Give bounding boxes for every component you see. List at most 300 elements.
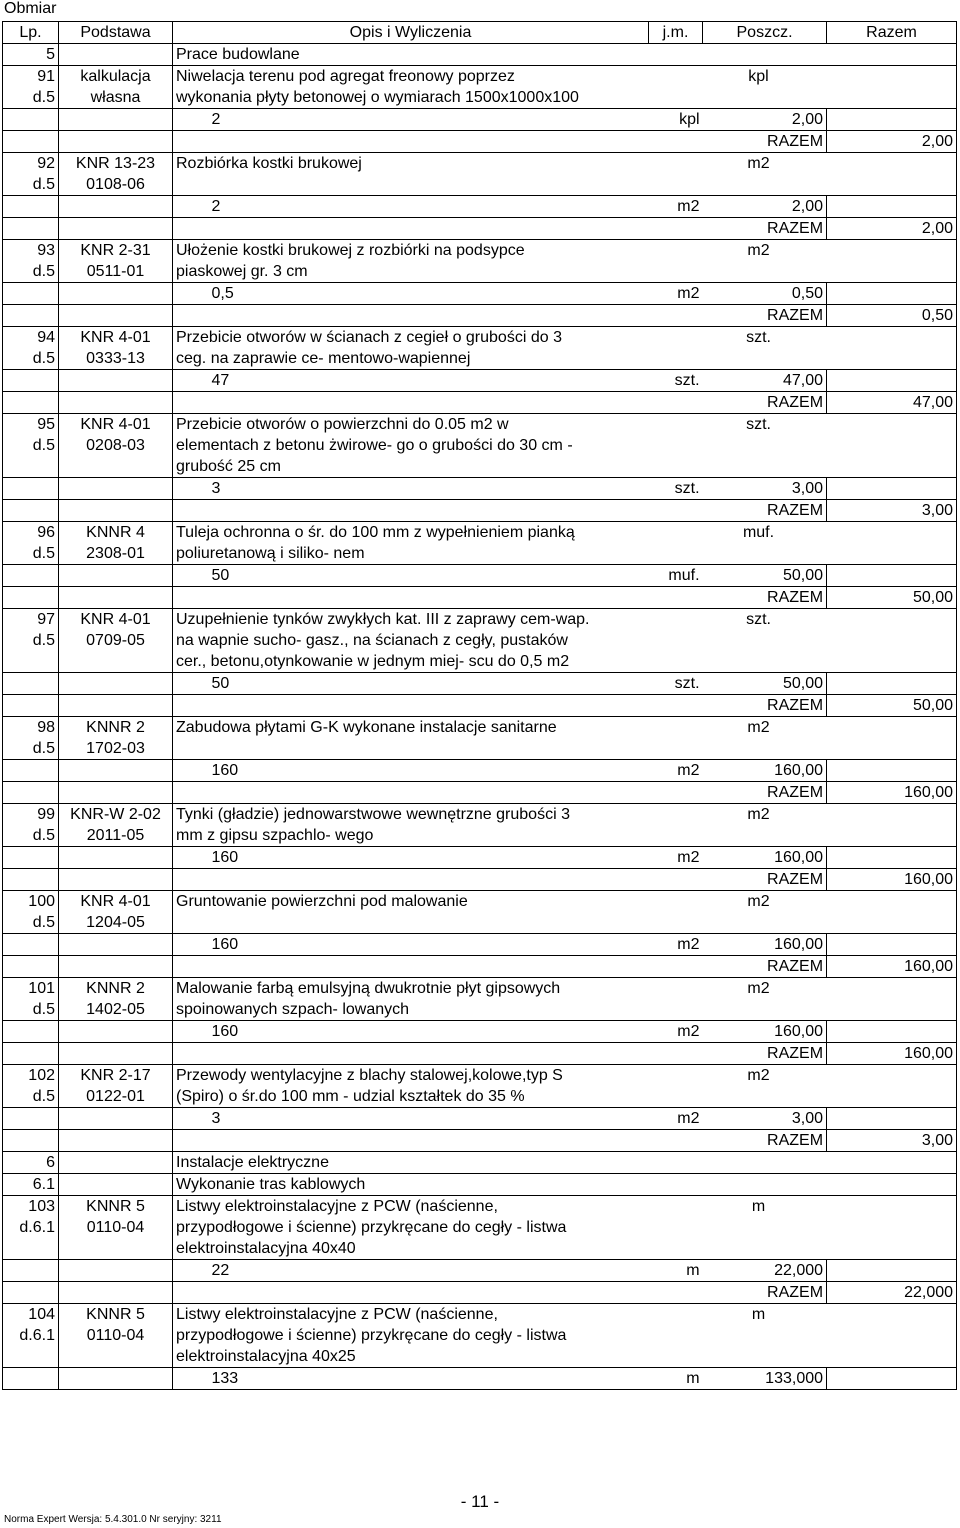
razem-lp-blank [3,305,59,327]
item-description: Przebicie otworów w ścianach z cegieł o grubości do 3 [173,327,691,349]
razem-lp-blank [3,782,59,804]
calc-razem-blank [827,478,957,500]
calc-lp-blank [3,109,59,131]
razem-value: 50,00 [827,695,957,717]
item-unit [691,1238,827,1260]
razem-pad [173,305,703,327]
item-poszcz-blank [827,87,957,109]
calc-podstawa-blank [59,673,173,695]
item-poszcz-blank [827,1217,957,1238]
calc-podstawa-blank [59,283,173,305]
item-podstawa: KNR 4-01 [59,609,173,631]
calc-pad [173,283,209,305]
item-lp: d.5 [3,825,59,847]
calc-row [3,847,957,869]
item-lp: 91 [3,66,59,88]
calc-expression: 133 [209,1368,649,1390]
item-description: poliuretanową i siliko- nem [176,545,365,562]
item-podstawa: KNNR 2 [59,978,173,1000]
item-row [3,414,957,436]
calc-unit: szt. [649,478,703,500]
item-row [3,891,957,913]
item-row [3,717,957,739]
item-unit [691,261,827,283]
calc-poszcz: 2,00 [703,109,827,131]
item-description: piaskowej gr. 3 cm [176,263,308,280]
item-poszcz-blank [827,327,957,349]
razem-value: 160,00 [827,782,957,804]
calc-razem-blank [827,673,957,695]
calc-poszcz: 3,00 [703,478,827,500]
item-unit [691,435,827,456]
calc-podstawa-blank [59,109,173,131]
calc-podstawa-blank [59,196,173,218]
calc-poszcz: 47,00 [703,370,827,392]
calc-pad [173,478,209,500]
item-podstawa [59,1238,173,1260]
item-poszcz-blank [827,912,957,934]
item-lp: d.5 [3,630,59,651]
item-lp: 99 [3,804,59,826]
item-lp: 93 [3,240,59,262]
item-poszcz-blank [827,1304,957,1326]
razem-lp-blank [3,956,59,978]
item-poszcz-blank [827,414,957,436]
calc-poszcz: 2,00 [703,196,827,218]
razem-row [3,218,957,240]
calc-lp-blank [3,1368,59,1390]
item-podstawa: KNR 2-31 [59,240,173,262]
razem-row [3,500,957,522]
calc-unit: m [649,1260,703,1282]
item-description: ceg. na zaprawie ce- mentowo-wapiennej [176,350,471,367]
item-podstawa: KNNR 4 [59,522,173,544]
section-row [3,1174,957,1196]
item-description: Listwy elektroinstalacyjne z PCW (naścienne, [173,1196,691,1218]
item-unit [691,630,827,651]
item-lp: 102 [3,1065,59,1087]
item-description: na wapnie sucho- gasz., na ścianach z cegły, pustaków [176,632,568,649]
item-description: mm z gipsu szpachlo- wego [176,827,374,844]
item-poszcz-blank [827,999,957,1021]
item-lp [3,1346,59,1368]
item-unit [691,543,827,565]
calc-row [3,934,957,956]
item-poszcz-blank [827,174,957,196]
razem-podstawa-blank [59,392,173,414]
calc-poszcz: 50,00 [703,673,827,695]
item-podstawa: 0709-05 [59,630,173,651]
calc-podstawa-blank [59,1021,173,1043]
razem-pad [173,131,703,153]
item-poszcz-blank [827,825,957,847]
calc-row [3,565,957,587]
calc-expression: 22 [209,1260,649,1282]
item-podstawa: KNR 4-01 [59,414,173,436]
razem-podstawa-blank [59,1130,173,1152]
item-unit: m2 [691,153,827,175]
item-description [173,174,691,196]
calc-unit: m2 [649,934,703,956]
calc-pad [173,196,209,218]
razem-value: 3,00 [827,500,957,522]
item-lp: d.6.1 [3,1325,59,1346]
calc-row [3,478,957,500]
item-description: elektroinstalacyjna 40x40 [176,1240,356,1257]
item-row [3,87,957,109]
razem-label: RAZEM [703,869,827,891]
razem-value: 2,00 [827,131,957,153]
item-lp: d.5 [3,999,59,1021]
item-podstawa: 0511-01 [59,261,173,283]
item-podstawa: KNNR 2 [59,717,173,739]
item-poszcz-blank [827,978,957,1000]
razem-value: 50,00 [827,587,957,609]
document-title: Obmiar [4,0,57,17]
calc-unit: m2 [649,196,703,218]
item-description: Niwelacja terenu pod agregat freonowy poprzez [173,66,691,88]
item-lp: 100 [3,891,59,913]
item-unit [691,1217,827,1238]
item-row [3,1238,957,1260]
item-podstawa: 2011-05 [59,825,173,847]
razem-label: RAZEM [703,500,827,522]
section-title: Prace budowlane [173,44,957,66]
calc-pad [173,760,209,782]
item-row [3,651,957,673]
calc-poszcz: 50,00 [703,565,827,587]
razem-pad [173,587,703,609]
calc-lp-blank [3,673,59,695]
razem-label: RAZEM [703,587,827,609]
item-row [3,912,957,934]
item-description: Listwy elektroinstalacyjne z PCW (naścienne, [173,1304,691,1326]
razem-label: RAZEM [703,956,827,978]
item-unit [691,1325,827,1346]
item-podstawa: KNNR 5 [59,1304,173,1326]
item-description: elektroinstalacyjna 40x25 [176,1348,356,1365]
item-podstawa [59,456,173,478]
item-poszcz-blank [827,1065,957,1087]
item-lp: d.5 [3,87,59,109]
item-lp [3,456,59,478]
item-podstawa: KNR-W 2-02 [59,804,173,826]
section-number: 6.1 [3,1174,59,1196]
calc-expression: 47 [209,370,649,392]
calc-razem-blank [827,283,957,305]
item-podstawa: KNR 2-17 [59,1065,173,1087]
item-row [3,825,957,847]
razem-podstawa-blank [59,131,173,153]
item-poszcz-blank [827,804,957,826]
item-lp: 98 [3,717,59,739]
item-row [3,435,957,456]
item-description: Zabudowa płytami G-K wykonane instalacje sanitarne [173,717,691,739]
razem-row [3,782,957,804]
razem-value: 22,000 [827,1282,957,1304]
calc-pad [173,109,209,131]
col-header-poszcz: Poszcz. [703,22,827,44]
calc-razem-blank [827,565,957,587]
razem-podstawa-blank [59,587,173,609]
calc-lp-blank [3,1108,59,1130]
calc-lp-blank [3,370,59,392]
item-row [3,348,957,370]
calc-row [3,1108,957,1130]
razem-podstawa-blank [59,500,173,522]
item-podstawa: kalkulacja [59,66,173,88]
razem-value: 2,00 [827,218,957,240]
calc-expression: 3 [209,478,649,500]
item-row [3,630,957,651]
calc-row [3,370,957,392]
calc-poszcz: 0,50 [703,283,827,305]
item-row [3,1325,957,1346]
razem-podstawa-blank [59,956,173,978]
calc-unit: m2 [649,1108,703,1130]
calc-expression: 160 [209,934,649,956]
razem-podstawa-blank [59,782,173,804]
item-lp: d.5 [3,261,59,283]
item-unit [691,651,827,673]
item-row [3,456,957,478]
razem-value: 160,00 [827,869,957,891]
col-header-opis: Opis i Wyliczenia [173,22,649,44]
calc-razem-blank [827,196,957,218]
razem-podstawa-blank [59,1282,173,1304]
item-poszcz-blank [827,630,957,651]
item-poszcz-blank [827,717,957,739]
item-unit [691,825,827,847]
calc-expression: 160 [209,760,649,782]
calc-poszcz: 160,00 [703,1021,827,1043]
item-description: grubość 25 cm [176,458,281,475]
razem-label: RAZEM [703,1130,827,1152]
item-description: przypodłogowe i ścienne) przykręcane do cegły - listwa [176,1327,567,1344]
razem-value: 3,00 [827,1130,957,1152]
item-unit [691,999,827,1021]
section-number: 6 [3,1152,59,1174]
section-title: Wykonanie tras kablowych [173,1174,957,1196]
razem-label: RAZEM [703,392,827,414]
calc-lp-blank [3,565,59,587]
item-row [3,1346,957,1368]
item-description: Tynki (gładzie) jednowarstwowe wewnętrzne grubości 3 [173,804,691,826]
item-description: cer., betonu,otynkowanie w jednym miej- scu do 0,5 m2 [176,653,570,670]
item-podstawa: KNR 4-01 [59,891,173,913]
item-podstawa: 0110-04 [59,1217,173,1238]
item-lp: d.6.1 [3,1217,59,1238]
item-lp: 96 [3,522,59,544]
calc-row [3,196,957,218]
item-unit: m2 [691,804,827,826]
item-unit: m2 [691,1065,827,1087]
item-row [3,153,957,175]
header-row [3,22,957,44]
calc-pad [173,673,209,695]
item-unit: kpl [691,66,827,88]
item-unit [691,912,827,934]
calc-pad [173,370,209,392]
item-row [3,327,957,349]
item-row [3,999,957,1021]
item-unit [691,1086,827,1108]
item-poszcz-blank [827,543,957,565]
razem-row [3,1282,957,1304]
item-unit: m [691,1304,827,1326]
item-poszcz-blank [827,891,957,913]
calc-unit: m2 [649,283,703,305]
calc-row [3,1021,957,1043]
calc-lp-blank [3,196,59,218]
calc-razem-blank [827,847,957,869]
calc-poszcz: 160,00 [703,934,827,956]
item-lp: 101 [3,978,59,1000]
item-row [3,240,957,262]
item-description: Gruntowanie powierzchni pod malowanie [173,891,691,913]
item-row [3,804,957,826]
razem-row [3,1043,957,1065]
item-description [173,738,691,760]
item-podstawa: 0108-06 [59,174,173,196]
item-lp: d.5 [3,435,59,456]
item-lp [3,1238,59,1260]
item-lp: 97 [3,609,59,631]
item-unit: m2 [691,717,827,739]
item-lp: d.5 [3,174,59,196]
item-row [3,1065,957,1087]
razem-podstawa-blank [59,695,173,717]
item-lp: d.5 [3,348,59,370]
item-podstawa: KNR 13-23 [59,153,173,175]
item-poszcz-blank [827,1346,957,1368]
item-poszcz-blank [827,522,957,544]
item-poszcz-blank [827,348,957,370]
calc-expression: 160 [209,847,649,869]
calc-podstawa-blank [59,847,173,869]
section-title: Instalacje elektryczne [173,1152,957,1174]
razem-label: RAZEM [703,218,827,240]
calc-pad [173,934,209,956]
col-header-razem: Razem [827,22,957,44]
section-row [3,44,957,66]
calc-razem-blank [827,1260,957,1282]
razem-value: 160,00 [827,956,957,978]
item-row [3,261,957,283]
calc-expression: 0,5 [209,283,649,305]
item-description: (Spiro) o śr.do 100 mm - udzial kształtek do 35 % [176,1088,525,1105]
item-podstawa: 1402-05 [59,999,173,1021]
calc-podstawa-blank [59,1368,173,1390]
razem-pad [173,869,703,891]
item-unit [691,456,827,478]
calc-lp-blank [3,934,59,956]
calc-row [3,1260,957,1282]
razem-lp-blank [3,1130,59,1152]
item-poszcz-blank [827,1086,957,1108]
razem-pad [173,1130,703,1152]
item-lp: d.5 [3,543,59,565]
item-lp: 92 [3,153,59,175]
item-unit: m [691,1196,827,1218]
calc-unit: m2 [649,760,703,782]
razem-row [3,587,957,609]
item-row [3,522,957,544]
item-poszcz-blank [827,1325,957,1346]
item-description: elementach z betonu żwirowe- go o grubości do 30 cm - [176,437,573,454]
item-lp: 103 [3,1196,59,1218]
calc-row [3,1368,957,1390]
col-header-lp: Lp. [3,22,59,44]
razem-lp-blank [3,218,59,240]
item-poszcz-blank [827,651,957,673]
calc-razem-blank [827,760,957,782]
calc-podstawa-blank [59,478,173,500]
razem-value: 47,00 [827,392,957,414]
section-row [3,1152,957,1174]
razem-label: RAZEM [703,131,827,153]
calc-podstawa-blank [59,565,173,587]
page-number: - 11 - [460,1492,500,1511]
calc-pad [173,565,209,587]
item-description: Rozbiórka kostki brukowej [173,153,691,175]
item-poszcz-blank [827,738,957,760]
calc-expression: 50 [209,673,649,695]
razem-value: 160,00 [827,1043,957,1065]
item-podstawa: 0122-01 [59,1086,173,1108]
razem-pad [173,1282,703,1304]
calc-razem-blank [827,1368,957,1390]
calc-razem-blank [827,109,957,131]
razem-lp-blank [3,1282,59,1304]
item-podstawa: własna [59,87,173,109]
calc-poszcz: 133,000 [703,1368,827,1390]
item-podstawa: KNNR 5 [59,1196,173,1218]
item-description: Przebicie otworów o powierzchni do 0.05 m2 w [173,414,691,436]
item-podstawa: 1702-03 [59,738,173,760]
item-row [3,978,957,1000]
item-unit [691,1346,827,1368]
razem-lp-blank [3,587,59,609]
item-unit: muf. [691,522,827,544]
calc-podstawa-blank [59,1108,173,1130]
item-row [3,66,957,88]
razem-lp-blank [3,500,59,522]
section-number: 5 [3,44,59,66]
item-description: Tuleja ochronna o śr. do 100 mm z wypełnieniem pianką [173,522,691,544]
item-lp [3,651,59,673]
calc-podstawa-blank [59,760,173,782]
razem-row [3,131,957,153]
section-podstawa-cell [59,1174,173,1196]
col-header-jm: j.m. [649,22,703,44]
razem-pad [173,782,703,804]
calc-lp-blank [3,1260,59,1282]
razem-podstawa-blank [59,1043,173,1065]
calc-expression: 3 [209,1108,649,1130]
calc-pad [173,1021,209,1043]
item-row [3,543,957,565]
item-description: spoinowanych szpach- lowanych [176,1001,410,1018]
item-lp: d.5 [3,1086,59,1108]
calc-pad [173,1108,209,1130]
razem-row [3,305,957,327]
calc-podstawa-blank [59,370,173,392]
item-row [3,1304,957,1326]
item-poszcz-blank [827,456,957,478]
razem-pad [173,956,703,978]
item-description: przypodłogowe i ścienne) przykręcane do cegły - listwa [176,1219,567,1236]
